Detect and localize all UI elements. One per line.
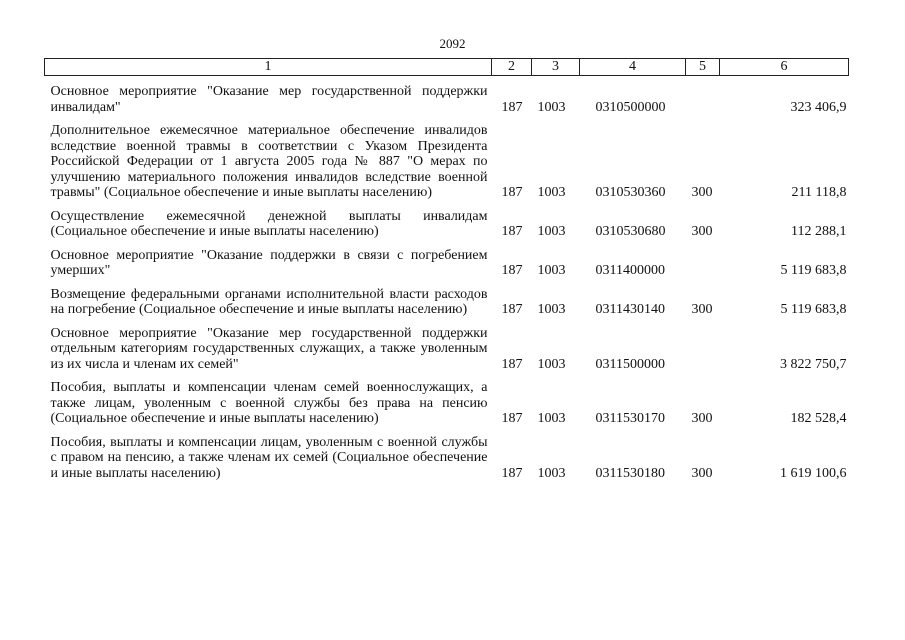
row-spacer-cell (45, 201, 849, 209)
row-section-code: 1003 (537, 356, 566, 372)
row-expense-type: 300 (691, 185, 713, 200)
row-amount: 112 288,1 (791, 224, 847, 239)
row-amount: 211 118,8 (791, 185, 847, 200)
table-row (45, 326, 849, 373)
row-amount: 323 406,9 (790, 99, 847, 115)
row-target-article: 0311530180 (595, 465, 665, 481)
row-expense-type (686, 326, 720, 373)
row-spacer (45, 427, 849, 435)
row-amount: 3 822 750,7 (780, 356, 847, 372)
table-header (45, 59, 849, 76)
row-amount: 5 119 683,8 (780, 263, 847, 278)
row-gr-code: 187 (501, 185, 523, 200)
row-section-code: 1003 (537, 224, 566, 239)
row-name: Основное мероприятие "Оказание мер государственной поддержки инвалидам" (50, 84, 488, 115)
row-expense-type (686, 248, 720, 279)
header-col-5: 5 (686, 59, 720, 76)
row-spacer-cell (45, 240, 849, 248)
row-name: Пособия, выплаты и компенсации членам семей военнослужащих, а также лицам, уволенным с военной службы без права на пенсию (Социальное обеспечение и иные выплаты населению) (50, 380, 488, 426)
row-spacer-cell (45, 76, 849, 85)
header-col-1: 1 (45, 59, 492, 76)
header-col-4: 4 (580, 59, 686, 76)
header-col-3: 3 (532, 59, 580, 76)
row-expense-type: 300 (691, 465, 713, 481)
table-row (45, 84, 849, 115)
row-spacer (45, 318, 849, 326)
table-row (45, 287, 849, 318)
row-name: Возмещение федеральными органами исполнительной власти расходов на погребение (Социальное обеспечение и иные выплаты населению) (50, 286, 488, 317)
table-row (45, 435, 849, 482)
row-name: Основное мероприятие "Оказание поддержки в связи с погребением умерших" (50, 247, 488, 278)
row-spacer-cell (45, 115, 849, 123)
row-spacer (45, 115, 849, 123)
row-target-article: 0310530680 (595, 224, 666, 239)
row-name: Пособия, выплаты и компенсации лицам, уволенным с военной службы с правом на пенсию, а также членам их семей (Социальное обеспечение и иные выплаты населению) (50, 434, 488, 481)
row-gr-code: 187 (501, 224, 523, 239)
row-expense-type: 300 (691, 224, 713, 239)
row-expense-type: 300 (691, 302, 713, 317)
row-gr-code: 187 (501, 465, 523, 481)
row-amount: 182 528,4 (790, 411, 847, 426)
row-section-code: 1003 (537, 411, 566, 426)
table-row (45, 380, 849, 427)
budget-table (44, 58, 849, 481)
row-name: Основное мероприятие "Оказание мер государственной поддержки отдельным категориям государственных служащих, а также уволенным из их числа и членам их семей" (50, 325, 488, 372)
row-section-code: 1003 (537, 465, 566, 481)
table-row (45, 209, 849, 240)
row-target-article: 0310530360 (595, 185, 666, 200)
row-gr-code: 187 (501, 356, 523, 372)
row-spacer (45, 372, 849, 380)
header-col-6: 6 (720, 59, 849, 76)
row-target-article: 0310500000 (595, 99, 666, 115)
row-gr-code: 187 (501, 99, 523, 115)
row-target-article: 0311500000 (595, 356, 665, 372)
row-target-article: 0311400000 (595, 263, 665, 278)
row-section-code: 1003 (537, 185, 566, 200)
row-gr-code: 187 (501, 263, 523, 278)
page-number: 2092 (439, 36, 466, 51)
row-section-code: 1003 (537, 99, 566, 115)
row-spacer-cell (45, 318, 849, 326)
row-spacer (45, 76, 849, 85)
row-target-article: 0311530170 (595, 411, 665, 426)
header-col-2: 2 (492, 59, 532, 76)
row-amount: 5 119 683,8 (780, 302, 847, 317)
row-spacer-cell (45, 372, 849, 380)
row-amount: 1 619 100,6 (780, 465, 847, 481)
row-spacer (45, 240, 849, 248)
row-spacer (45, 279, 849, 287)
row-gr-code: 187 (501, 302, 523, 317)
table-body (45, 76, 849, 482)
row-target-article: 0311430140 (595, 302, 665, 317)
row-name: Дополнительное ежемесячное материальное обеспечение инвалидов вследствие военной травмы в соответствии с Указом Президента Российской Федерации от 1 августа 2005 года № 887 "О мерах по улучшению материального положения инвалидов вследствие военной травмы" (Социальное обеспечение и иные выплаты населению) (50, 123, 488, 200)
row-name: Осуществление ежемесячной денежной выплаты инвалидам (Социальное обеспечение и иные выплаты населению) (50, 208, 488, 239)
row-section-code: 1003 (537, 302, 566, 317)
row-spacer-cell (45, 427, 849, 435)
row-gr-code: 187 (501, 411, 523, 426)
row-section-code: 1003 (537, 263, 566, 278)
row-expense-type (686, 84, 720, 115)
table-row (45, 248, 849, 279)
table-row (45, 123, 849, 201)
row-spacer-cell (45, 279, 849, 287)
row-expense-type: 300 (691, 411, 713, 426)
row-spacer (45, 201, 849, 209)
